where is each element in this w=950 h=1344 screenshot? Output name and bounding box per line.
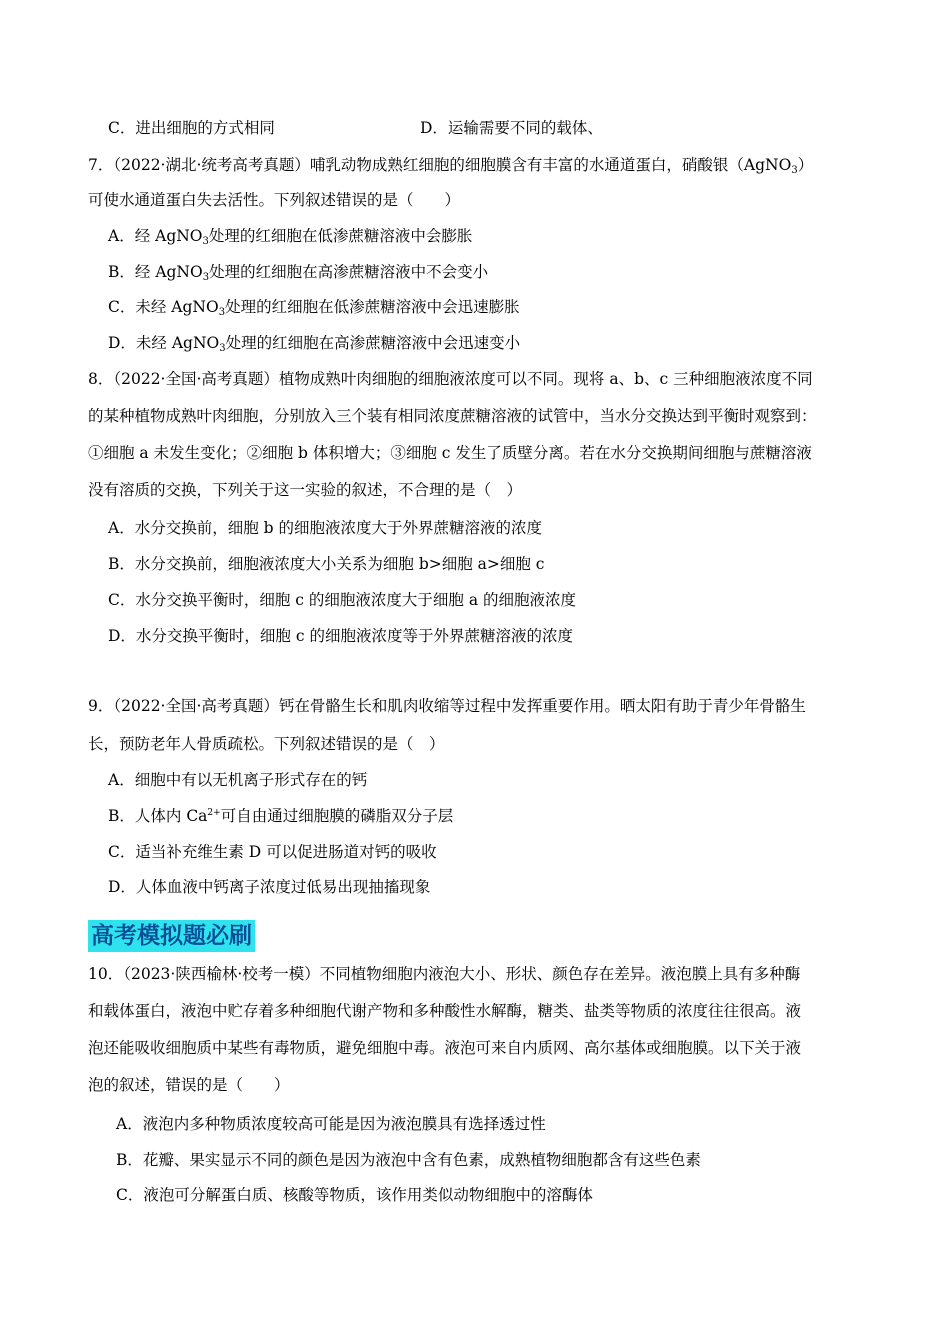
subscript: 3: [218, 307, 226, 318]
option-text: 处理的红细胞在高渗蔗糖溶液中会迅速变小: [225, 334, 521, 352]
q7-stem-text: 7．（2022·湖北·统考高考真题）哺乳动物成熟红细胞的细胞膜含有丰富的水通道蛋白，硝酸银（AgNO: [88, 156, 792, 174]
q10-stem-line2: 和载体蛋白，液泡中贮存着多种细胞代谢产物和多种酸性水解酶，糖类、盐类等物质的浓度往往很高。液: [88, 1002, 802, 1020]
q10-option-c: C．液泡可分解蛋白质、核酸等物质，该作用类似动物细胞中的溶酶体: [116, 1186, 593, 1204]
q8-option-b: B．水分交换前，细胞液浓度大小关系为细胞 b>细胞 a>细胞 c: [108, 555, 545, 573]
q8-option-a: A．水分交换前，细胞 b 的细胞液浓度大于外界蔗糖溶液的浓度: [108, 519, 542, 537]
q7-option-b: [108, 261, 488, 283]
q7-stem-line1: [88, 154, 813, 176]
q7-option-c: [108, 296, 520, 318]
q9-option-b: [108, 805, 453, 827]
q7-stem-line2: 可使水通道蛋白失去活性。下列叙述错误的是（ ）: [88, 191, 461, 209]
q7-option-d: [108, 332, 520, 354]
option-text: A．经 AgNO: [108, 227, 203, 245]
q8-stem-line2: 的某种植物成熟叶肉细胞，分别放入三个装有相同浓度蔗糖溶液的试管中，当水分交换达到平衡时观察到：: [88, 407, 817, 425]
option-text: D．未经 AgNO: [108, 334, 220, 352]
option-text: 处理的红细胞在低渗蔗糖溶液中会迅速膨胀: [225, 298, 520, 316]
option-text: 可自由通过细胞膜的磷脂双分子层: [220, 807, 454, 825]
q10-stem-line1: 10．（2023·陕西榆林·校考一模）不同植物细胞内液泡大小、形状、颜色存在差异。液泡膜上具有多种酶: [88, 965, 801, 983]
subscript: 3: [791, 165, 798, 176]
q7-stem-text: ）: [797, 156, 814, 174]
q9-stem-line1: 9．（2022·全国·高考真题）钙在骨骼生长和肌肉收缩等过程中发挥重要作用。晒太阳有助于青少年骨骼生: [88, 697, 806, 715]
q9-option-a: A．细胞中有以无机离子形式存在的钙: [108, 771, 368, 789]
option-text: B．经 AgNO: [108, 263, 203, 281]
q8-stem-line4: 没有溶质的交换，下列关于这一实验的叙述，不合理的是（ ）: [88, 481, 523, 499]
section-title: 高考模拟题必刷: [88, 920, 255, 952]
option-text: C．未经 AgNO: [108, 298, 219, 316]
subscript: 3: [202, 236, 209, 247]
q7-option-a: [108, 225, 472, 247]
superscript: 2+: [207, 808, 221, 818]
q8-stem-line1: 8．（2022·全国·高考真题）植物成熟叶肉细胞的细胞液浓度可以不同。现将 a、b、c 三种细胞液浓度不同: [88, 370, 813, 388]
q10-stem-line3: 泡还能吸收细胞质中某些有毒物质，避免细胞中毒。液泡可来自内质网、高尔基体或细胞膜。以下关于液: [88, 1039, 802, 1057]
q6-option-d: D．运输需要不同的载体、: [420, 119, 603, 137]
q10-stem-line4: 泡的叙述，错误的是（ ）: [88, 1076, 290, 1094]
q8-option-d: D．水分交换平衡时，细胞 c 的细胞液浓度等于外界蔗糖溶液的浓度: [108, 627, 573, 645]
q8-option-c: C．水分交换平衡时，细胞 c 的细胞液浓度大于细胞 a 的细胞液浓度: [108, 591, 576, 609]
q6-option-c: C．进出细胞的方式相同: [108, 119, 275, 137]
option-text: 处理的红细胞在高渗蔗糖溶液中不会变小: [209, 263, 489, 281]
option-text: B．人体内 Ca: [108, 807, 208, 825]
subscript: 3: [219, 343, 226, 354]
option-text: 处理的红细胞在低渗蔗糖溶液中会膨胀: [208, 227, 473, 245]
q10-option-b: B．花瓣、果实显示不同的颜色是因为液泡中含有色素，成熟植物细胞都含有这些色素: [116, 1151, 701, 1169]
q10-option-a: A．液泡内多种物质浓度较高可能是因为液泡膜具有选择透过性: [116, 1115, 546, 1133]
q9-option-d: D．人体血液中钙离子浓度过低易出现抽搐现象: [108, 878, 431, 896]
q9-option-c: C．适当补充维生素 D 可以促进肠道对钙的吸收: [108, 843, 437, 861]
q9-stem-line2: 长，预防老年人骨质疏松。下列叙述错误的是（ ）: [88, 735, 445, 753]
q8-stem-line3: ①细胞 a 未发生变化；②细胞 b 体积增大；③细胞 c 发生了质壁分离。若在水分交换期间细胞与蔗糖溶液: [88, 444, 812, 462]
subscript: 3: [202, 272, 210, 283]
